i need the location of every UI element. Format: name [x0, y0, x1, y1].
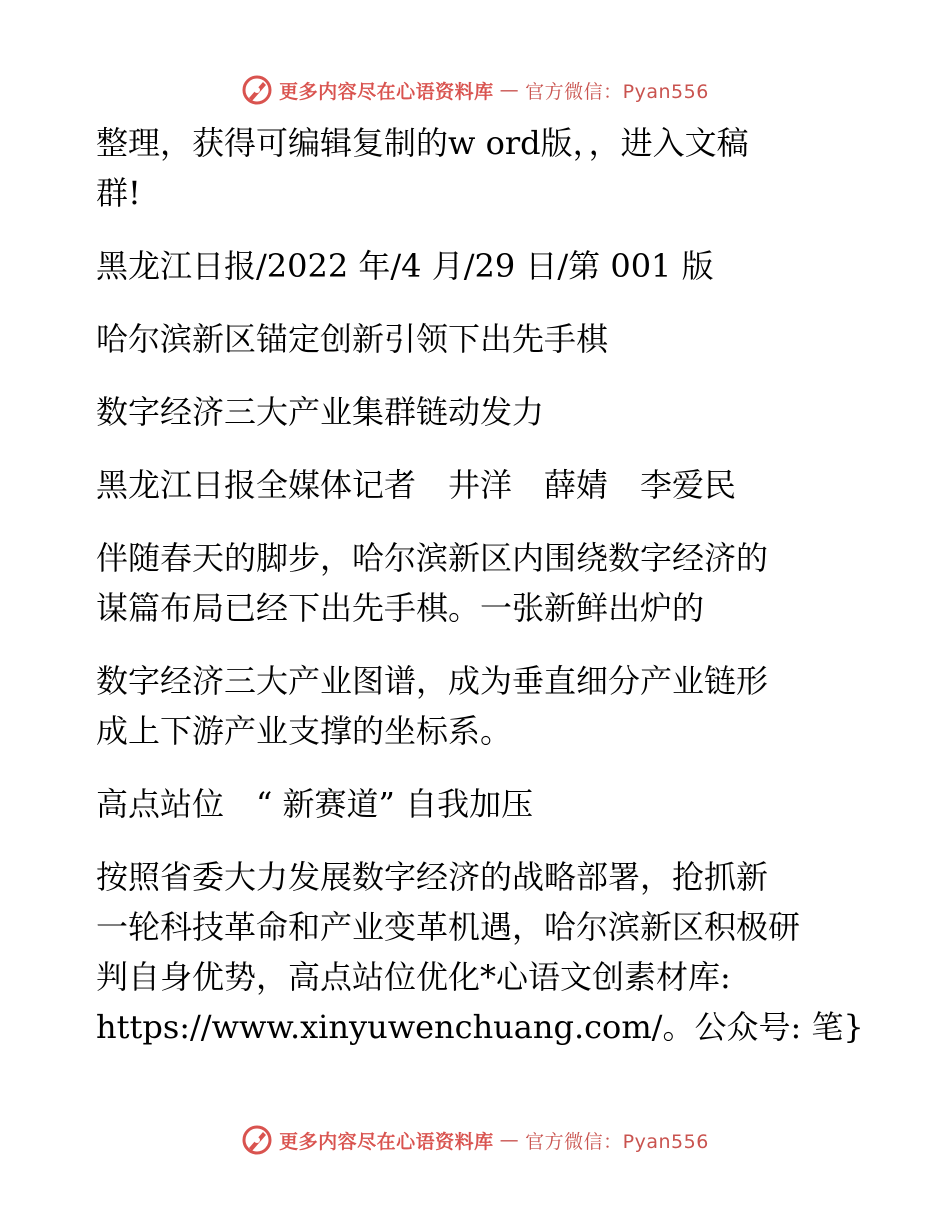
text-line: 谋篇布局已经下出先手棋。一张新鲜出炉的 [96, 589, 705, 627]
text-line: 高点站位 “ 新赛道” 自我加压 [96, 785, 534, 823]
header-watermark [0, 70, 950, 110]
text-line: 按照省委大力发展数字经济的战略部署，抢抓新 [96, 858, 769, 896]
text-line: 数字经济三大产业集群链动发力 [96, 393, 545, 431]
document-body [96, 118, 864, 1052]
text-line: 数字经济三大产业图谱，成为垂直细分产业链形 [96, 662, 769, 700]
text-line: 群! [96, 174, 141, 212]
paragraph [96, 533, 856, 633]
pen-logo-icon [241, 1124, 273, 1156]
watermark-dash: — [499, 1129, 520, 1151]
watermark-main-text: 更多内容尽在心语资料库 [279, 1130, 494, 1153]
byline [96, 460, 856, 510]
watermark-sub-text: 官方微信：Pyan556 [525, 1130, 709, 1153]
paragraph [96, 852, 864, 1052]
headline [96, 314, 856, 364]
text-line: 伴随春天的脚步，哈尔滨新区内围绕数字经济的 [96, 539, 769, 577]
publication-line [96, 241, 856, 291]
text-line: 黑龙江日报/2022 年/4 月/29 日/第 001 版 [96, 247, 714, 285]
text-line: 整理，获得可编辑复制的w ord版，，进入文稿 [96, 124, 749, 162]
paragraph [96, 118, 856, 218]
subheadline [96, 387, 856, 437]
text-line: 成上下游产业支撑的坐标系。 [96, 712, 513, 750]
text-line: 黑龙江日报全媒体记者 井洋 薛婧 李爱民 [96, 466, 737, 504]
watermark-dash: — [499, 79, 520, 101]
paragraph [96, 656, 856, 756]
footer-watermark [0, 1120, 950, 1160]
pen-logo-icon [241, 74, 273, 106]
text-line: 一轮科技革命和产业变革机遇，哈尔滨新区积极研 [96, 908, 801, 946]
text-line: https://www.xinyuwenchuang.com/。公众号: 笔} [96, 1008, 864, 1046]
text-line: 哈尔滨新区锚定创新引领下出先手棋 [96, 320, 609, 358]
watermark-sub-text: 官方微信：Pyan556 [525, 80, 709, 103]
section-heading [96, 779, 856, 829]
watermark-main-text: 更多内容尽在心语资料库 [279, 80, 494, 103]
text-line: 判自身优势，高点站位优化*心语文创素材库: [96, 958, 731, 996]
